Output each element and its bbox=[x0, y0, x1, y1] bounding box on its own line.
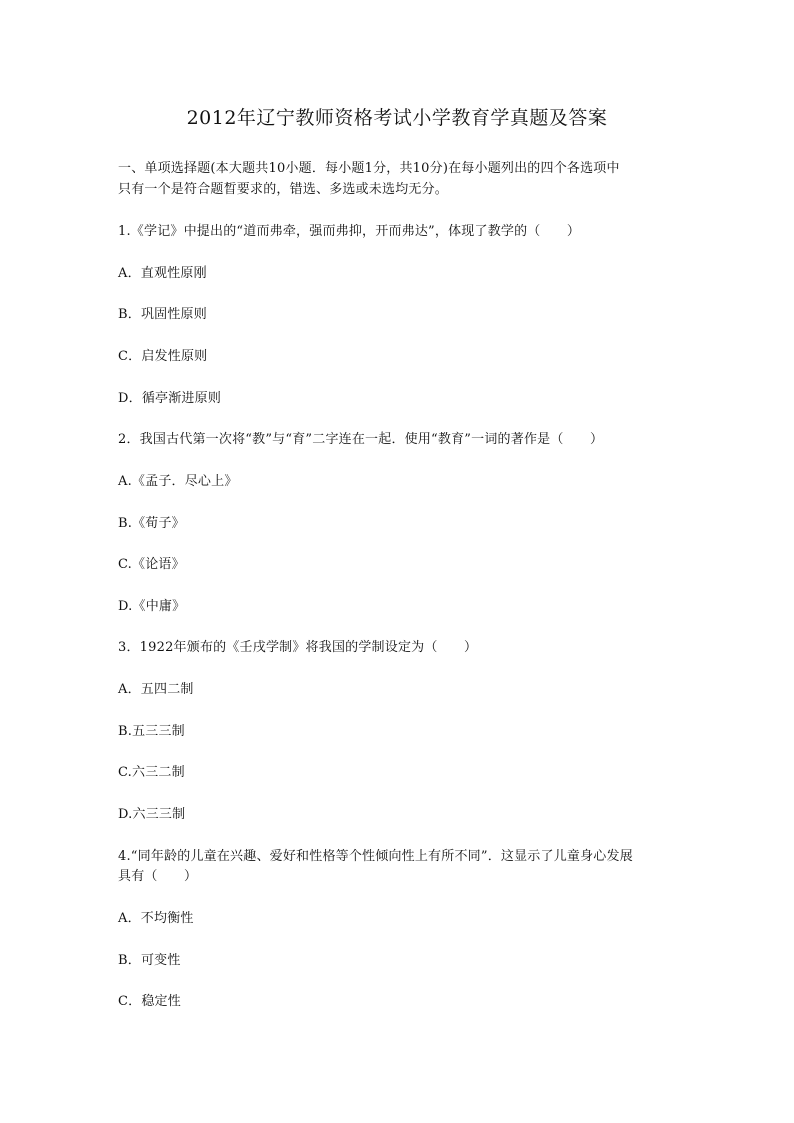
question-1-stem: 1.《学记》中提出的“道而弗牵，强而弗抑，开而弗达”，体现了教学的（ ） bbox=[118, 224, 581, 239]
question-3-option-a: A．五四二制 bbox=[118, 682, 194, 697]
question-3-option-d: D.六三三制 bbox=[118, 807, 186, 822]
question-4-stem-line-1: 4.“同年龄的儿童在兴趣、爱好和性格等个性倾向性上有所不同”．这显示了儿童身心发展 bbox=[118, 849, 633, 864]
section-intro-line-2: 只有一个是符合题晳要求的，错选、多选或未选均无分。 bbox=[118, 182, 449, 197]
section-intro-line-1: 一、单项选择题(本大题共10小题．每小题1分，共10分)在每小题列出的四个各选项中 bbox=[118, 161, 620, 176]
document-title: 2012年辽宁教师资格考试小学教育学真题及答案 bbox=[186, 107, 608, 129]
question-4-option-b: B．可变性 bbox=[118, 953, 181, 968]
question-3-option-b: B.五三三制 bbox=[118, 724, 185, 739]
question-3-stem: 3．1922年颁布的《壬戌学制》将我国的学制设定为（ ） bbox=[118, 640, 478, 655]
question-1-option-b: B．巩固性原则 bbox=[118, 307, 207, 322]
question-2-stem: 2．我国古代第一次将“教”与“育”二字连在一起．使用“教育”一词的著作是（ ） bbox=[118, 432, 604, 447]
question-2-option-b: B.《荀子》 bbox=[118, 516, 185, 531]
question-1-option-d: D．循亭渐进原则 bbox=[118, 391, 222, 406]
question-1-option-c: C．启发性原则 bbox=[118, 349, 208, 364]
question-1-option-a: A．直观性原刚 bbox=[118, 266, 207, 281]
question-3-option-c: C.六三二制 bbox=[118, 765, 185, 780]
question-2-option-c: C.《论语》 bbox=[118, 557, 185, 572]
question-4-stem-line-2: 具有（ ） bbox=[118, 869, 198, 884]
question-2-option-d: D.《中庸》 bbox=[118, 599, 186, 614]
question-2-option-a: A.《孟子．尽心上》 bbox=[118, 474, 238, 489]
question-4-option-c: C．稳定性 bbox=[118, 994, 181, 1009]
question-4-option-a: A．不均衡性 bbox=[118, 911, 194, 926]
